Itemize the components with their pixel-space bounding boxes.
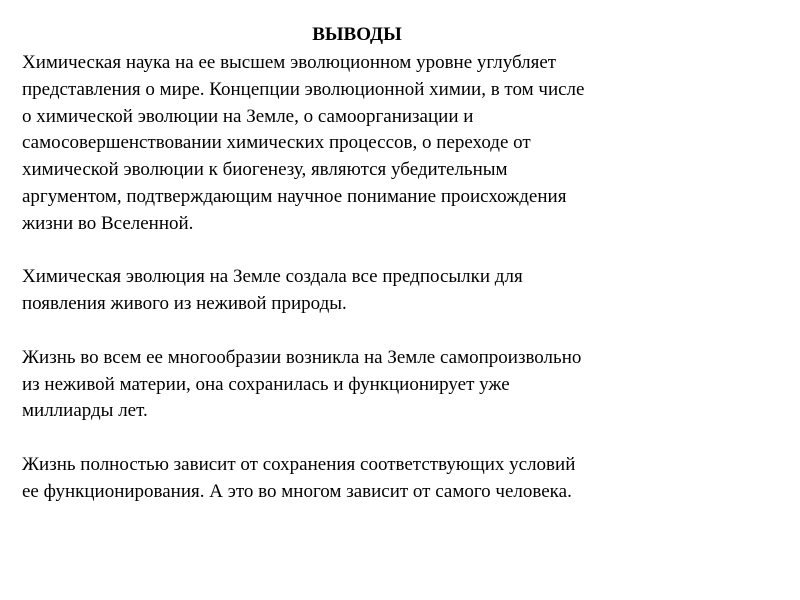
text-line: ее функционирования. А это во многом зависит от самого человека.	[22, 480, 572, 502]
text-line: Химическая наука на ее высшем эволюционном уровне углубляет	[22, 52, 557, 73]
text-line: аргументом, подтверждающим научное понимание происхождения	[22, 185, 567, 207]
paragraph-conclusion-3	[22, 345, 722, 425]
slide-body	[22, 50, 722, 532]
text-line: самосовершенствовании химических процессов, о переходе от	[22, 132, 531, 154]
text-line: Химическая эволюция на Земле создала все предпосылки для	[22, 266, 523, 288]
text-line: появления живого из неживой природы.	[22, 293, 347, 315]
text-line: химической эволюции к биогенезу, являются убедительным	[22, 159, 508, 181]
text-line: о химической эволюции на Земле, о самоорганизации и	[22, 105, 474, 127]
paragraph-conclusion-2	[22, 264, 722, 318]
slide-title: ВЫВОДЫ	[312, 24, 402, 45]
paragraph-conclusion-1	[22, 50, 722, 238]
paragraph-conclusion-4	[22, 452, 722, 506]
text-line: из неживой материи, она сохранилась и функционирует уже	[22, 373, 510, 395]
text-line: Жизнь во всем ее многообразии возникла на Земле самопроизвольно	[22, 346, 582, 368]
text-line: миллиарды лет.	[22, 400, 148, 422]
text-line: жизни во Вселенной.	[22, 212, 194, 234]
text-line: Жизнь полностью зависит от сохранения соответствующих условий	[22, 453, 576, 475]
text-line: представления о мире. Концепции эволюционной химии, в том числе	[22, 78, 585, 100]
